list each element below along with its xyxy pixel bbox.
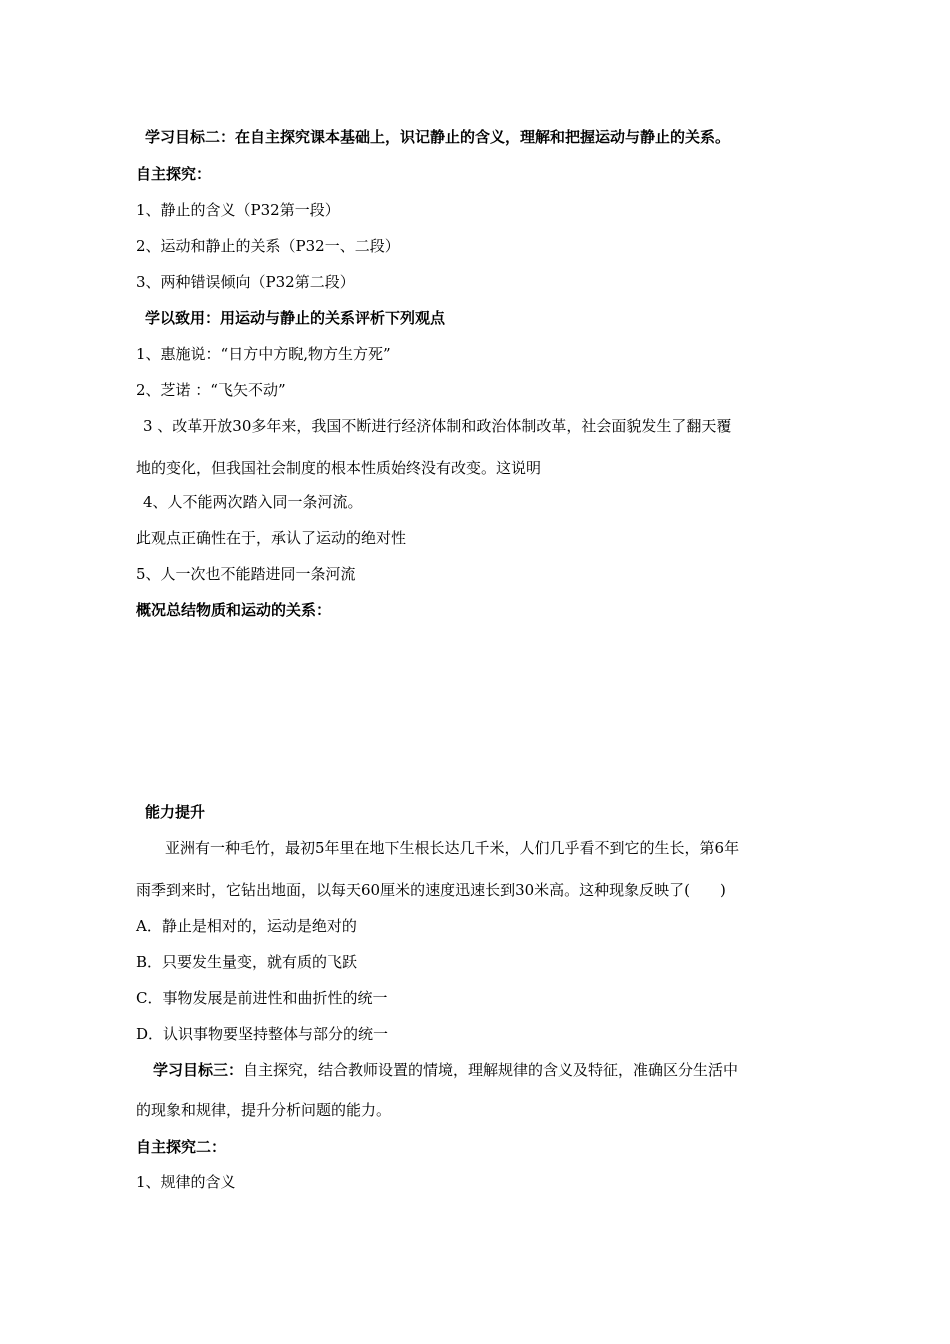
explore-item: 3、两种错误倾向（P32第二段） — [136, 273, 355, 291]
answer-option: C．事物发展是前进性和曲折性的统一 — [136, 989, 388, 1007]
apply-item: 5、人一次也不能踏进同一条河流 — [136, 565, 356, 583]
apply-item: 4、人不能两次踏入同一条河流。 — [143, 493, 363, 511]
apply-heading: 学以致用：用运动与静止的关系评析下列观点 — [145, 309, 446, 327]
answer-option: A．静止是相对的，运动是绝对的 — [136, 917, 357, 935]
summary-heading: 概况总结物质和运动的关系： — [136, 601, 332, 619]
explore-two-heading: 自主探究二： — [136, 1138, 227, 1156]
apply-item: 1、惠施说：“日方中方睨,物方生方死” — [136, 345, 391, 363]
goal-three-text: 自主探究，结合教师设置的情境，理解规律的含义及特征，准确区分生活中 — [243, 1061, 739, 1079]
goal-three-title-continued: 的现象和规律，提升分析问题的能力。 — [136, 1101, 392, 1119]
explore-two-item: 1、规律的含义 — [136, 1173, 236, 1191]
apply-item-continued: 地的变化，但我国社会制度的根本性质始终没有改变。这说明 — [136, 459, 542, 477]
goal-three-label: 学习目标三： — [153, 1061, 244, 1079]
apply-item: 3 、改革开放30多年来，我国不断进行经济体制和政治体制改革，社会面貌发生了翻天覆 — [143, 417, 732, 435]
question-text: 亚洲有一种毛竹，最初5年里在地下生根长达几千米，人们几乎看不到它的生长，第6年 — [165, 839, 740, 857]
explore-heading: 自主探究： — [136, 165, 212, 183]
apply-item: 2、芝诺 ：“飞矢不动” — [136, 381, 286, 399]
ability-heading: 能力提升 — [145, 803, 206, 821]
apply-note: 此观点正确性在于，承认了运动的绝对性 — [136, 529, 407, 547]
question-text-continued: 雨季到来时，它钻出地面，以每天60厘米的速度迅速长到30米高。这种现象反映了( ) — [136, 881, 726, 899]
explore-item: 2、运动和静止的关系（P32一、二段） — [136, 237, 400, 255]
goal-three-title — [153, 1060, 738, 1080]
answer-option: D．认识事物要坚持整体与部分的统一 — [136, 1025, 389, 1043]
explore-item: 1、静止的含义（P32第一段） — [136, 201, 340, 219]
answer-option: B．只要发生量变，就有质的飞跃 — [136, 953, 358, 971]
goal-two-title: 学习目标二：在自主探究课本基础上，识记静止的含义，理解和把握运动与静止的关系。 — [145, 128, 731, 146]
